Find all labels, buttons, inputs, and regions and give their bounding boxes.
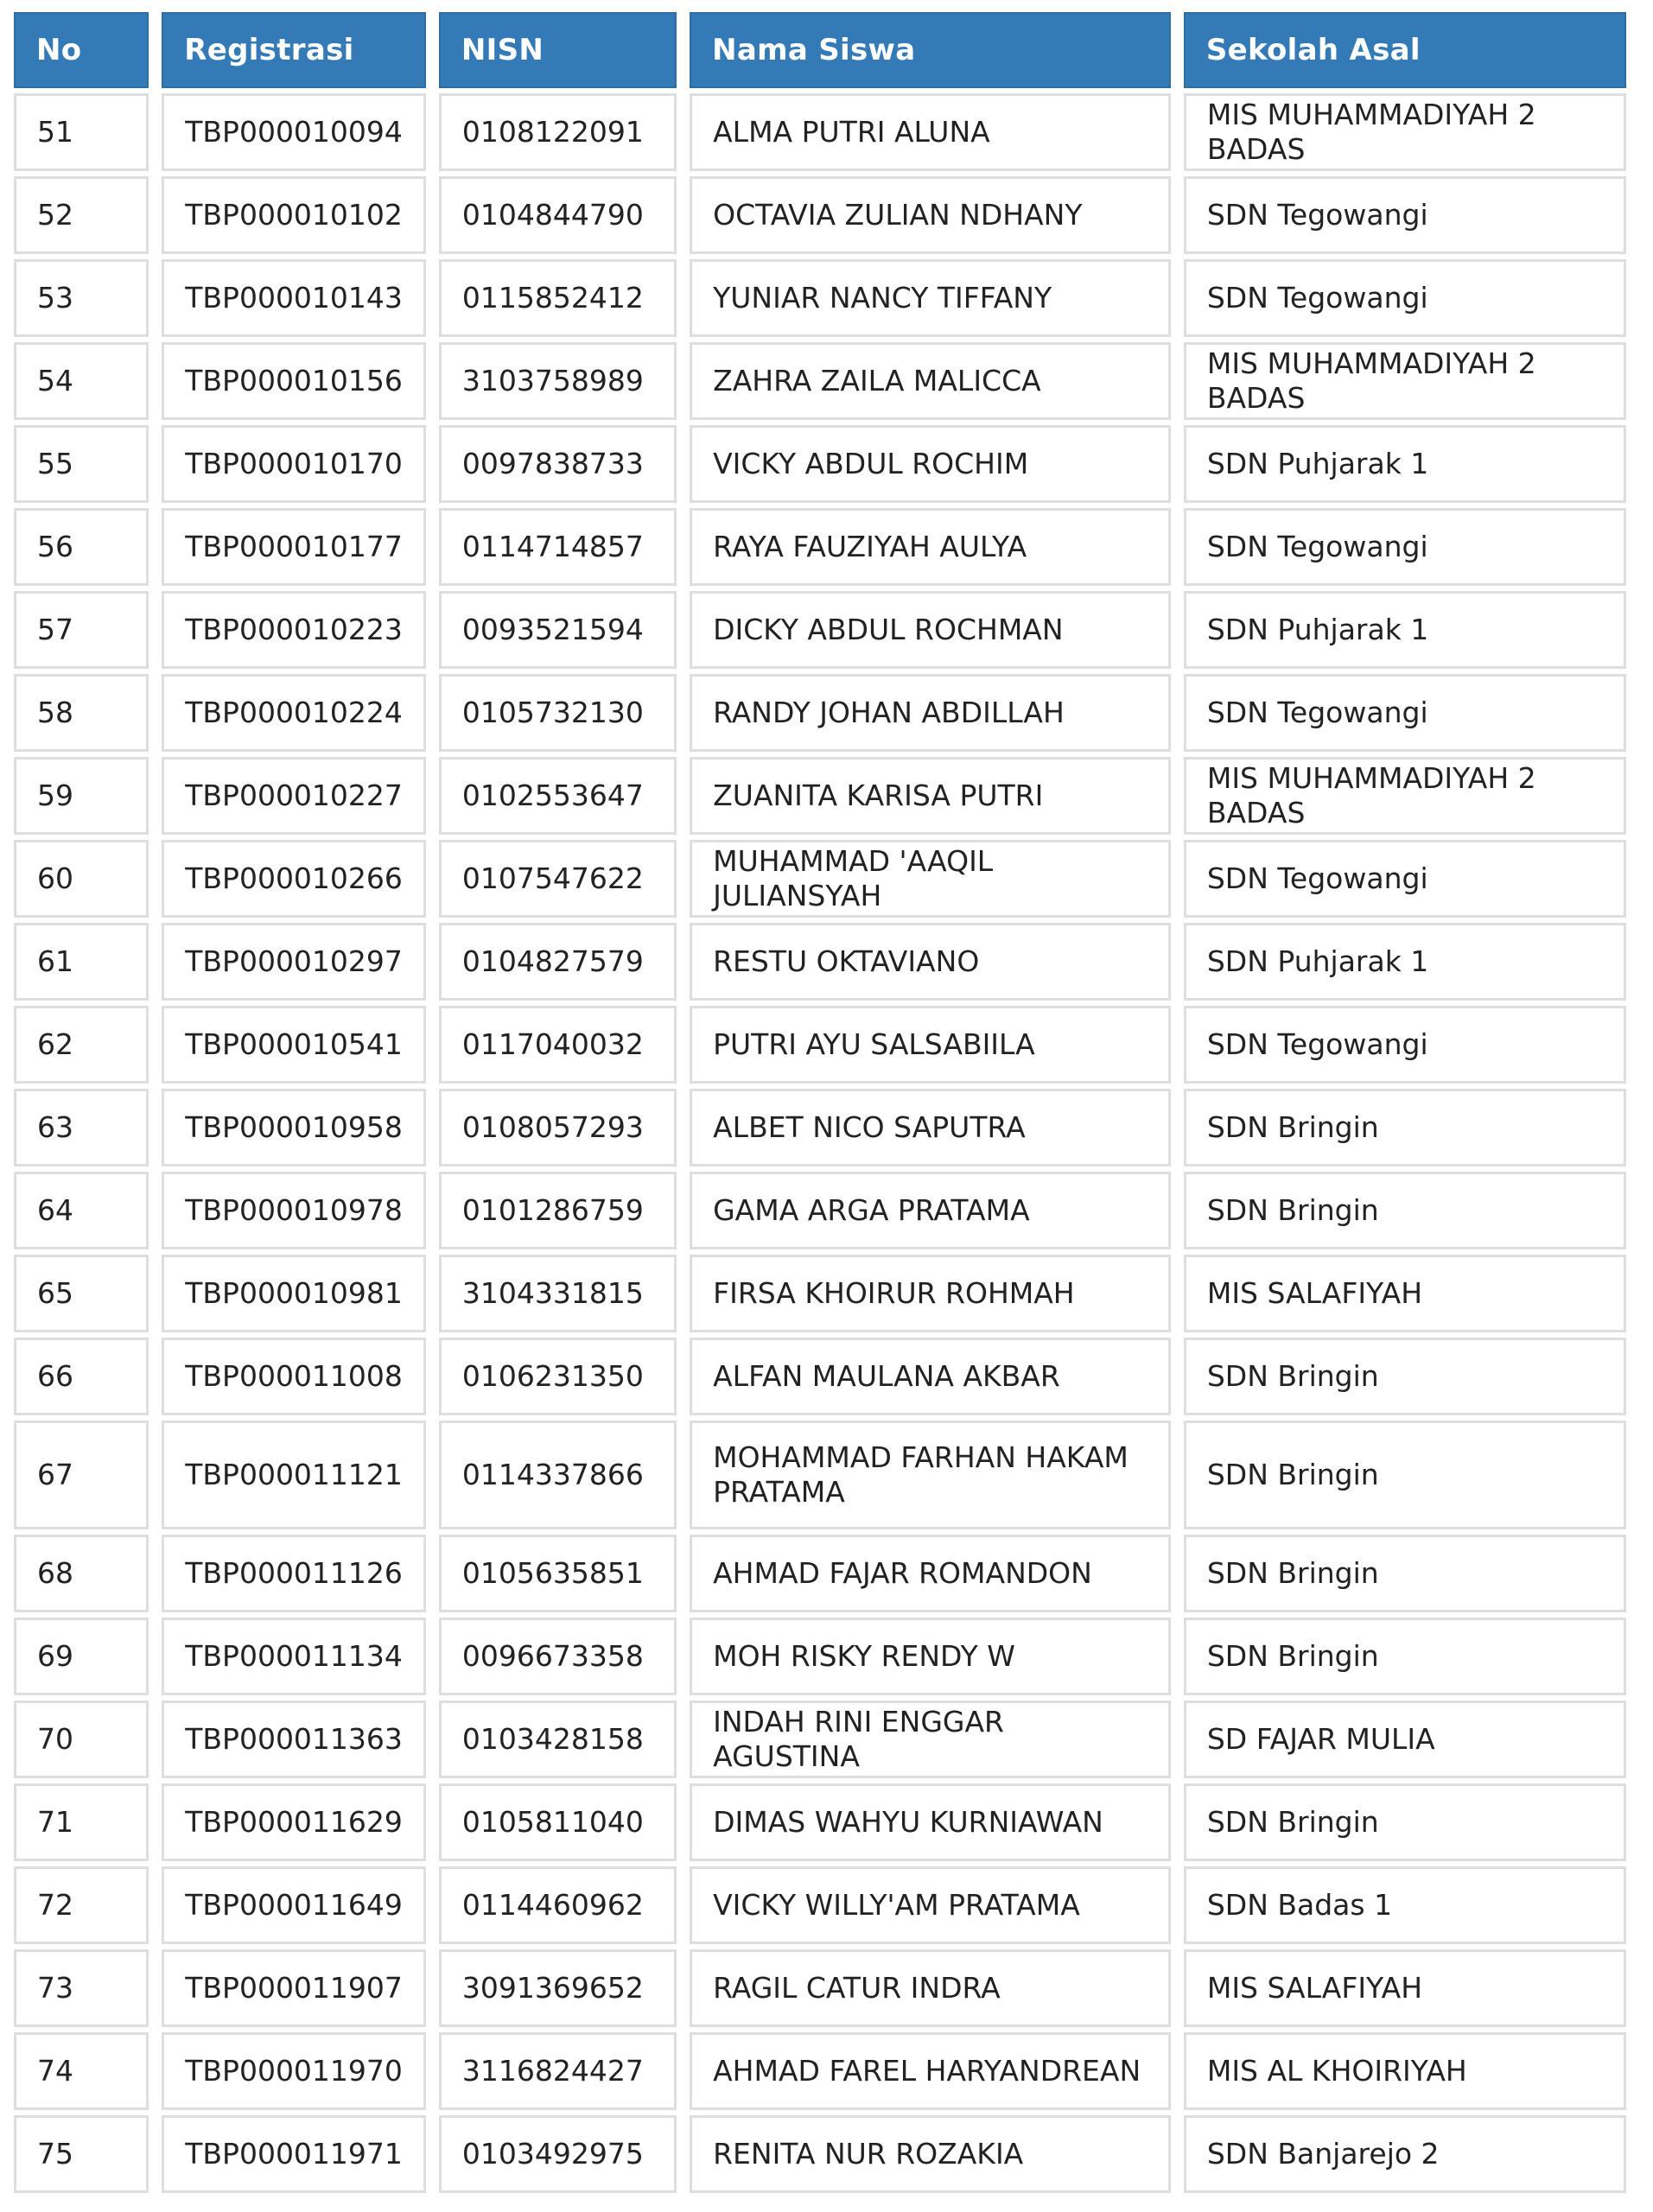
cell-sekolah-asal: MIS MUHAMMADIYAH 2 BADAS xyxy=(1184,757,1626,835)
cell-sekolah-asal: SDN Badas 1 xyxy=(1184,1866,1626,1944)
table-row xyxy=(14,757,1626,835)
cell-no: 75 xyxy=(14,2115,149,2193)
table-row xyxy=(14,1700,1626,1778)
cell-nisn: 0103428158 xyxy=(439,1700,677,1778)
cell-sekolah-asal: SDN Tegowangi xyxy=(1184,840,1626,918)
cell-nama-siswa: MOHAMMAD FARHAN HAKAM PRATAMA xyxy=(690,1421,1171,1529)
table-row xyxy=(14,1783,1626,1861)
cell-nisn: 0114460962 xyxy=(439,1866,677,1944)
table-row xyxy=(14,425,1626,503)
cell-registrasi: TBP000011126 xyxy=(162,1535,426,1612)
cell-sekolah-asal: SDN Bringin xyxy=(1184,1535,1626,1612)
cell-nama-siswa: RANDY JOHAN ABDILLAH xyxy=(690,674,1171,752)
cell-nama-siswa: RESTU OKTAVIANO xyxy=(690,923,1171,1001)
cell-no: 53 xyxy=(14,259,149,337)
cell-sekolah-asal: SDN Tegowangi xyxy=(1184,674,1626,752)
cell-registrasi: TBP000011121 xyxy=(162,1421,426,1529)
cell-nisn: 3104331815 xyxy=(439,1255,677,1332)
cell-nama-siswa: ALMA PUTRI ALUNA xyxy=(690,93,1171,171)
table-row xyxy=(14,1255,1626,1332)
cell-registrasi: TBP000011363 xyxy=(162,1700,426,1778)
cell-nama-siswa: FIRSA KHOIRUR ROHMAH xyxy=(690,1255,1171,1332)
cell-nisn: 0097838733 xyxy=(439,425,677,503)
cell-no: 62 xyxy=(14,1006,149,1084)
cell-nisn: 0106231350 xyxy=(439,1338,677,1415)
cell-registrasi: TBP000010541 xyxy=(162,1006,426,1084)
cell-registrasi: TBP000010177 xyxy=(162,508,426,586)
table-row xyxy=(14,1006,1626,1084)
table-row xyxy=(14,591,1626,669)
header-no: No xyxy=(14,12,149,88)
cell-registrasi: TBP000010224 xyxy=(162,674,426,752)
cell-nama-siswa: ALBET NICO SAPUTRA xyxy=(690,1089,1171,1166)
cell-no: 52 xyxy=(14,176,149,254)
cell-sekolah-asal: SDN Tegowangi xyxy=(1184,508,1626,586)
cell-nama-siswa: ZUANITA KARISA PUTRI xyxy=(690,757,1171,835)
cell-registrasi: TBP000010958 xyxy=(162,1089,426,1166)
cell-registrasi: TBP000010143 xyxy=(162,259,426,337)
cell-nisn: 0115852412 xyxy=(439,259,677,337)
table-row xyxy=(14,1535,1626,1612)
cell-nama-siswa: ZAHRA ZAILA MALICCA xyxy=(690,342,1171,420)
table-row xyxy=(14,508,1626,586)
cell-nama-siswa: MOH RISKY RENDY W xyxy=(690,1618,1171,1695)
cell-no: 60 xyxy=(14,840,149,918)
cell-nama-siswa: MUHAMMAD 'AAQIL JULIANSYAH xyxy=(690,840,1171,918)
cell-sekolah-asal: SDN Bringin xyxy=(1184,1421,1626,1529)
cell-registrasi: TBP000011134 xyxy=(162,1618,426,1695)
cell-nama-siswa: AHMAD FAREL HARYANDREAN xyxy=(690,2032,1171,2110)
header-sekolah-asal: Sekolah Asal xyxy=(1184,12,1626,88)
table-row xyxy=(14,342,1626,420)
cell-registrasi: TBP000010978 xyxy=(162,1172,426,1249)
header-nisn: NISN xyxy=(439,12,677,88)
cell-no: 72 xyxy=(14,1866,149,1944)
cell-sekolah-asal: SDN Bringin xyxy=(1184,1618,1626,1695)
cell-no: 56 xyxy=(14,508,149,586)
cell-sekolah-asal: SDN Tegowangi xyxy=(1184,1006,1626,1084)
cell-nama-siswa: DICKY ABDUL ROCHMAN xyxy=(690,591,1171,669)
cell-nama-siswa: ALFAN MAULANA AKBAR xyxy=(690,1338,1171,1415)
table-row xyxy=(14,1618,1626,1695)
cell-nisn: 3116824427 xyxy=(439,2032,677,2110)
cell-nama-siswa: VICKY ABDUL ROCHIM xyxy=(690,425,1171,503)
cell-nama-siswa: AHMAD FAJAR ROMANDON xyxy=(690,1535,1171,1612)
cell-sekolah-asal: MIS MUHAMMADIYAH 2 BADAS xyxy=(1184,93,1626,171)
cell-nisn: 3091369652 xyxy=(439,1949,677,2027)
cell-no: 70 xyxy=(14,1700,149,1778)
cell-registrasi: TBP000011008 xyxy=(162,1338,426,1415)
table-row xyxy=(14,259,1626,337)
cell-sekolah-asal: SDN Tegowangi xyxy=(1184,176,1626,254)
cell-nisn: 0093521594 xyxy=(439,591,677,669)
cell-nama-siswa: OCTAVIA ZULIAN NDHANY xyxy=(690,176,1171,254)
cell-nama-siswa: PUTRI AYU SALSABIILA xyxy=(690,1006,1171,1084)
cell-no: 55 xyxy=(14,425,149,503)
cell-registrasi: TBP000010227 xyxy=(162,757,426,835)
student-table-container xyxy=(14,12,1639,2198)
table-header xyxy=(14,12,1626,88)
table-row xyxy=(14,1949,1626,2027)
header-nama-siswa: Nama Siswa xyxy=(690,12,1171,88)
cell-sekolah-asal: SDN Puhjarak 1 xyxy=(1184,425,1626,503)
cell-sekolah-asal: SDN Banjarejo 2 xyxy=(1184,2115,1626,2193)
cell-no: 67 xyxy=(14,1421,149,1529)
cell-nisn: 0114714857 xyxy=(439,508,677,586)
cell-no: 69 xyxy=(14,1618,149,1695)
cell-nama-siswa: RAYA FAUZIYAH AULYA xyxy=(690,508,1171,586)
header-row xyxy=(14,12,1626,88)
table-row xyxy=(14,1172,1626,1249)
cell-nisn: 0108057293 xyxy=(439,1089,677,1166)
cell-nisn: 0104844790 xyxy=(439,176,677,254)
cell-registrasi: TBP000010102 xyxy=(162,176,426,254)
cell-nisn: 0105635851 xyxy=(439,1535,677,1612)
cell-nama-siswa: DIMAS WAHYU KURNIAWAN xyxy=(690,1783,1171,1861)
table-row xyxy=(14,2115,1626,2193)
cell-no: 58 xyxy=(14,674,149,752)
cell-nisn: 0102553647 xyxy=(439,757,677,835)
table-row xyxy=(14,2032,1626,2110)
cell-nisn: 0096673358 xyxy=(439,1618,677,1695)
table-row xyxy=(14,1866,1626,1944)
cell-sekolah-asal: SDN Puhjarak 1 xyxy=(1184,591,1626,669)
cell-nama-siswa: GAMA ARGA PRATAMA xyxy=(690,1172,1171,1249)
student-table xyxy=(1,7,1639,2198)
table-body xyxy=(14,93,1626,2193)
cell-nama-siswa: RAGIL CATUR INDRA xyxy=(690,1949,1171,2027)
cell-sekolah-asal: SDN Bringin xyxy=(1184,1172,1626,1249)
cell-no: 73 xyxy=(14,1949,149,2027)
cell-nisn: 0107547622 xyxy=(439,840,677,918)
cell-sekolah-asal: MIS MUHAMMADIYAH 2 BADAS xyxy=(1184,342,1626,420)
table-row xyxy=(14,674,1626,752)
cell-nisn: 0114337866 xyxy=(439,1421,677,1529)
cell-nisn: 0105811040 xyxy=(439,1783,677,1861)
cell-sekolah-asal: MIS AL KHOIRIYAH xyxy=(1184,2032,1626,2110)
cell-sekolah-asal: SDN Bringin xyxy=(1184,1783,1626,1861)
table-row xyxy=(14,93,1626,171)
cell-registrasi: TBP000010094 xyxy=(162,93,426,171)
cell-no: 61 xyxy=(14,923,149,1001)
cell-sekolah-asal: MIS SALAFIYAH xyxy=(1184,1255,1626,1332)
cell-nisn: 0103492975 xyxy=(439,2115,677,2193)
cell-nisn: 0104827579 xyxy=(439,923,677,1001)
cell-no: 66 xyxy=(14,1338,149,1415)
cell-sekolah-asal: MIS SALAFIYAH xyxy=(1184,1949,1626,2027)
cell-no: 54 xyxy=(14,342,149,420)
cell-registrasi: TBP000010170 xyxy=(162,425,426,503)
table-row xyxy=(14,923,1626,1001)
header-registrasi: Registrasi xyxy=(162,12,426,88)
cell-registrasi: TBP000010156 xyxy=(162,342,426,420)
cell-sekolah-asal: SD FAJAR MULIA xyxy=(1184,1700,1626,1778)
cell-nama-siswa: INDAH RINI ENGGAR AGUSTINA xyxy=(690,1700,1171,1778)
cell-registrasi: TBP000011629 xyxy=(162,1783,426,1861)
cell-no: 63 xyxy=(14,1089,149,1166)
cell-registrasi: TBP000011970 xyxy=(162,2032,426,2110)
cell-nama-siswa: RENITA NUR ROZAKIA xyxy=(690,2115,1171,2193)
table-row xyxy=(14,176,1626,254)
cell-registrasi: TBP000011907 xyxy=(162,1949,426,2027)
cell-sekolah-asal: SDN Tegowangi xyxy=(1184,259,1626,337)
cell-no: 71 xyxy=(14,1783,149,1861)
cell-nisn: 0117040032 xyxy=(439,1006,677,1084)
cell-registrasi: TBP000011971 xyxy=(162,2115,426,2193)
table-row xyxy=(14,1421,1626,1529)
table-row xyxy=(14,1089,1626,1166)
cell-no: 65 xyxy=(14,1255,149,1332)
cell-nisn: 0101286759 xyxy=(439,1172,677,1249)
cell-no: 57 xyxy=(14,591,149,669)
cell-sekolah-asal: SDN Puhjarak 1 xyxy=(1184,923,1626,1001)
cell-sekolah-asal: SDN Bringin xyxy=(1184,1338,1626,1415)
cell-no: 74 xyxy=(14,2032,149,2110)
cell-no: 64 xyxy=(14,1172,149,1249)
table-row xyxy=(14,840,1626,918)
table-row xyxy=(14,1338,1626,1415)
cell-nisn: 0108122091 xyxy=(439,93,677,171)
cell-registrasi: TBP000010981 xyxy=(162,1255,426,1332)
cell-registrasi: TBP000010297 xyxy=(162,923,426,1001)
cell-registrasi: TBP000011649 xyxy=(162,1866,426,1944)
cell-no: 59 xyxy=(14,757,149,835)
cell-nisn: 3103758989 xyxy=(439,342,677,420)
cell-nama-siswa: VICKY WILLY'AM PRATAMA xyxy=(690,1866,1171,1944)
cell-sekolah-asal: SDN Bringin xyxy=(1184,1089,1626,1166)
cell-registrasi: TBP000010266 xyxy=(162,840,426,918)
cell-registrasi: TBP000010223 xyxy=(162,591,426,669)
cell-no: 68 xyxy=(14,1535,149,1612)
cell-nama-siswa: YUNIAR NANCY TIFFANY xyxy=(690,259,1171,337)
cell-no: 51 xyxy=(14,93,149,171)
cell-nisn: 0105732130 xyxy=(439,674,677,752)
